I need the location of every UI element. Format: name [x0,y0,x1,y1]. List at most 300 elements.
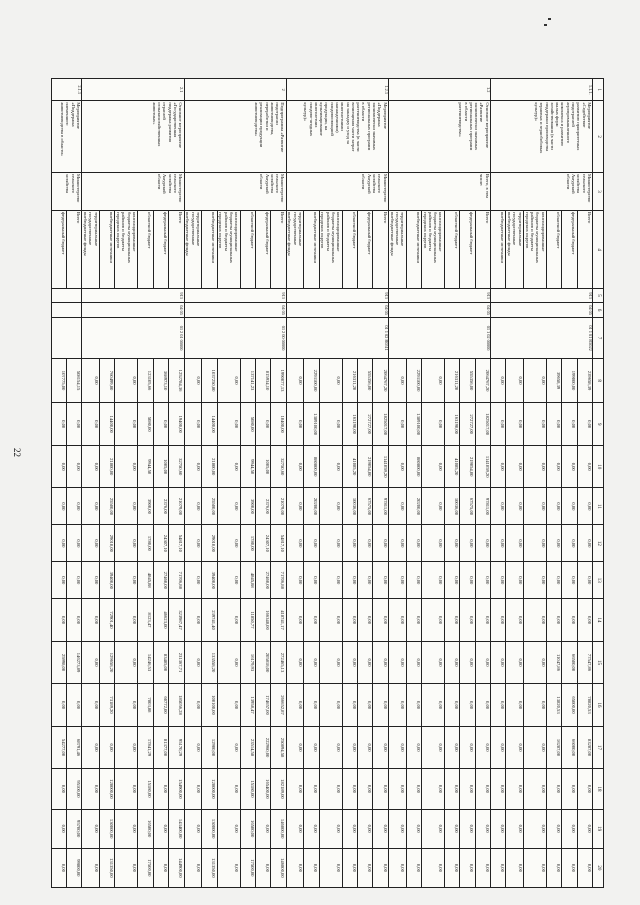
amount-cell: 29010,00 [100,525,115,562]
amount-cell: 0,00 [286,684,304,727]
amount-cell: 0,00 [100,726,115,769]
amount-cell: 0,00 [358,809,373,848]
amount-cell: 0,00 [304,848,319,887]
amount-cell: 2064767,20 [475,358,490,403]
amount-cell: 0,00 [491,562,506,599]
funding-source: федеральный бюджет [255,211,270,289]
grbs-code: 913 [286,289,388,302]
amount-cell: 0,00 [444,562,459,599]
amount-cell: 0,00 [217,769,240,809]
header-cell: 20 [593,848,604,887]
page-number: 22 [12,448,22,457]
amount-cell: 0,00 [115,488,138,525]
amount-cell: 0,00 [491,726,506,769]
amount-cell: 0,00 [184,809,202,848]
amount-cell: 0,00 [319,358,342,403]
amount-cell: 0,00 [153,809,168,848]
amount-cell: 9944,50 [138,445,153,488]
measure-name: Подпрограмма «Развитие подотрасли животноводства, переработки и реализации продукции животноводства» [184,101,286,173]
amount-cell: 555356,00 [460,358,475,403]
amount-cell: 0,00 [358,684,373,727]
amount-cell: 0,00 [373,809,388,848]
table-row [67,79,82,888]
amount-cell: 0,00 [524,403,547,446]
amount-cell: 0,00 [475,848,490,887]
header-cell: 19 [593,809,604,848]
header-cell: 13 [593,562,604,599]
amount-cell: 131350,00 [202,848,217,887]
amount-cell: 16287,00 [547,726,562,769]
amount-cell: 0,00 [115,848,138,887]
amount-cell: 0,00 [184,562,202,599]
amount-cell: 0,00 [115,525,138,562]
amount-cell: 0,00 [547,599,562,642]
amount-cell: 0,00 [373,525,388,562]
amount-cell: 68791,46 [67,726,82,769]
amount-cell: 216311,20 [444,358,459,403]
amount-cell: 0,00 [460,809,475,848]
amount-cell: 0,00 [547,809,562,848]
amount-cell: 0,00 [342,809,357,848]
amount-cell: 19400,00 [169,403,184,446]
amount-cell: 54817,10 [271,525,286,562]
amount-cell: 10400,00 [271,403,286,446]
amount-cell: 72901,40 [100,599,115,642]
target-article-code: 01 1 02 R0511 [286,318,388,358]
amount-cell: 0,00 [460,562,475,599]
amount-cell: 0,00 [491,809,506,848]
amount-cell: 0,00 [388,641,406,684]
amount-cell: 0,00 [524,848,547,887]
amount-cell: 272727,00 [358,403,373,446]
header-cell: 9 [593,403,604,446]
amount-cell: 137141,23 [240,358,255,403]
amount-cell: 0,00 [506,809,524,848]
target-article-code: 01 1 01 R5022 [491,318,593,358]
table-row [577,79,592,888]
amount-cell: 0,00 [491,488,506,525]
amount-cell: 0,00 [562,562,577,599]
amount-cell: 272727,00 [460,403,475,446]
amount-cell: 0,00 [475,562,490,599]
amount-cell: 5080,00 [138,403,153,446]
budget-table [51,78,604,888]
amount-cell: 0,00 [319,599,342,642]
amount-cell: 2064767,20 [373,358,388,403]
amount-cell: 0,00 [506,726,524,769]
amount-cell: 0,00 [406,525,421,562]
amount-cell: 0,00 [388,769,406,809]
amount-cell: 0,00 [406,809,421,848]
amount-cell: 0,00 [373,562,388,599]
amount-cell: 0,00 [115,641,138,684]
funding-source: федеральный бюджет [358,211,373,289]
funding-source: федеральный бюджет [460,211,475,289]
amount-cell: 0,00 [444,684,459,727]
amount-cell: 0,00 [286,769,304,809]
amount-cell: 555356,00 [358,358,373,403]
amount-cell: 0,00 [524,358,547,403]
funding-source: федеральный бюджет [51,211,66,289]
amount-cell: 0,00 [82,562,100,599]
amount-cell: 0,00 [286,848,304,887]
amount-cell: 880800,00 [304,445,319,488]
funding-source: внебюджетные источники [202,211,217,289]
amount-cell: 20200,00 [406,488,421,525]
amount-cell: 0,00 [51,599,66,642]
amount-cell: 0,00 [460,684,475,727]
amount-cell: 0,00 [358,599,373,642]
amount-cell: 0,00 [506,525,524,562]
amount-cell: 1252784,36 [169,358,184,403]
amount-cell: 880800,00 [406,445,421,488]
amount-cell: 1780,00 [240,525,255,562]
amount-cell: 0,00 [342,848,357,887]
amount-cell: 143400,00 [169,809,184,848]
table-row [271,79,286,888]
amount-cell: 760499,80 [100,358,115,403]
grbs-code: 913 [82,289,184,302]
amount-cell: 128000,00 [100,769,115,809]
amount-cell: 0,00 [217,562,240,599]
amount-cell: 0,00 [82,403,100,446]
amount-cell: 0,00 [373,769,388,809]
grbs-code: 913 [388,289,490,302]
row-number: 2 [184,79,286,101]
amount-cell: 24307,10 [153,525,168,562]
grbs-code: 913 [491,289,593,302]
amount-cell: 1037250,80 [202,358,217,403]
amount-cell: 133558,20 [202,641,217,684]
amount-cell: 0,00 [406,726,421,769]
amount-cell: 0,00 [319,726,342,769]
amount-cell: 21079,00 [271,488,286,525]
amount-cell: 0,00 [82,599,100,642]
amount-cell: 0,00 [342,684,357,727]
amount-cell: 0,00 [577,599,592,642]
amount-cell: 67575,00 [460,488,475,525]
amount-cell: 1990077,13 [271,358,286,403]
amount-cell: 1825017,00 [373,403,388,446]
amount-cell: 1005,00 [153,445,168,488]
header-cell: 17 [593,726,604,769]
amount-cell: 3900,00 [240,488,255,525]
amount-cell: 0,00 [286,488,304,525]
amount-cell: 0,00 [406,641,421,684]
amount-cell: 0,00 [184,445,202,488]
amount-cell: 0,00 [304,809,319,848]
amount-cell: 0,00 [342,641,357,684]
amount-cell: 21079,00 [169,488,184,525]
amount-cell: 418741,17 [271,599,286,642]
header-cell: 7 [593,318,604,358]
amount-cell: 0,00 [51,562,66,599]
amount-cell: 0,00 [115,445,138,488]
amount-cell: 14246,53 [138,641,153,684]
amount-cell: 239741,40 [202,599,217,642]
amount-cell: 0,00 [547,445,562,488]
amount-cell: 46623,00 [153,599,168,642]
amount-cell: 0,00 [67,599,82,642]
amount-cell: 0,00 [562,445,577,488]
amount-cell: 216311,20 [342,358,357,403]
amount-cell: 0,00 [67,525,82,562]
amount-cell: 0,00 [67,488,82,525]
amount-cell: 0,00 [506,445,524,488]
amount-cell: 250894,58 [271,726,286,769]
header-cell: 5 [593,289,604,302]
amount-cell: 71706,88 [271,562,286,599]
amount-cell: 0,00 [373,599,388,642]
funding-source: Всего [577,211,592,289]
amount-cell: 0,00 [319,403,342,446]
amount-cell: 0,00 [115,726,138,769]
amount-cell: 25500,00 [100,488,115,525]
amount-cell: 231367,71 [169,641,184,684]
amount-cell: 0,00 [406,769,421,809]
amount-cell: 0,00 [319,769,342,809]
amount-cell: 0,00 [115,684,138,727]
amount-cell: 0,00 [524,809,547,848]
row-number: 1.2 [388,79,490,101]
funding-source: областной бюджет [342,211,357,289]
amount-cell: 39400,00 [202,562,217,599]
amount-cell: 146800,00 [271,848,286,887]
amount-cell: 0,00 [82,445,100,488]
measure-name: Основное мероприятие «Развитие экономически значимых региональных программ в области растениеводства» [388,101,490,173]
executor: Министерство сельского хозяйства Амурской области [491,172,593,210]
header-cell: 18 [593,769,604,809]
amount-cell: 0,00 [577,445,592,488]
amount-cell: 219054,00 [358,445,373,488]
amount-cell: 0,00 [82,848,100,887]
funding-source: территориальные государственные внебюджетные фонды [388,211,406,289]
amount-cell: 0,00 [421,445,444,488]
header-cell: 2 [593,101,604,173]
section-code [51,302,82,318]
amount-cell: 4845,88 [138,562,153,599]
amount-cell: 1780,00 [138,525,153,562]
funding-source: областной бюджет [240,211,255,289]
amount-cell: 0,00 [444,525,459,562]
executor: Министерство сельского хозяйства Амурской области [82,172,184,210]
amount-cell: 174657,00 [255,684,270,727]
amount-cell: 0,00 [304,769,319,809]
amount-cell: 0,00 [577,488,592,525]
amount-cell: 54817,10 [169,525,184,562]
funding-source: Всего [373,211,388,289]
amount-cell: 0,00 [82,358,100,403]
header-cell: 11 [593,488,604,525]
amount-cell: 205818,00 [255,641,270,684]
amount-cell: 0,00 [217,726,240,769]
amount-cell: 0,00 [153,848,168,887]
amount-cell: 0,00 [421,358,444,403]
amount-cell: 0,00 [286,358,304,403]
amount-cell: 0,00 [217,809,240,848]
amount-cell: 0,00 [562,769,577,809]
amount-cell: 0,00 [217,358,240,403]
amount-cell: 0,00 [388,599,406,642]
amount-cell: 0,00 [67,562,82,599]
amount-cell: 97811,00 [373,488,388,525]
amount-cell: 32750,60 [169,445,184,488]
amount-cell: 0,00 [577,809,592,848]
funding-source: консолидированные бюджеты муниципальных районов и бюджеты городских округов [319,211,342,289]
amount-cell: 0,00 [577,403,592,446]
amount-cell: 0,00 [286,403,304,446]
grbs-code: 913 [184,289,286,302]
amount-cell: 0,00 [577,562,592,599]
amount-cell: 0,00 [421,641,444,684]
amount-cell: 23514,58 [240,726,255,769]
scan-mark [548,18,551,20]
amount-cell: 0,00 [388,848,406,887]
amount-cell: 0,00 [358,848,373,887]
amount-cell: 0,00 [373,848,388,887]
amount-cell: 0,00 [524,562,547,599]
amount-cell: 0,00 [217,445,240,488]
amount-cell: 0,00 [184,848,202,887]
funding-source: федеральный бюджет [562,211,577,289]
amount-cell: 14400,00 [100,403,115,446]
amount-cell: 0,00 [444,848,459,887]
amount-cell: 0,00 [577,848,592,887]
amount-cell: 0,00 [491,403,506,446]
amount-cell: 32750,60 [271,445,286,488]
amount-cell: 27460,00 [153,562,168,599]
amount-cell: 60772,00 [153,684,168,727]
amount-cell: 0,00 [388,809,406,848]
funding-source: внебюджетные источники [100,211,115,289]
amount-cell: 67575,00 [358,488,373,525]
amount-cell: 0,00 [547,525,562,562]
amount-cell: 0,00 [184,641,202,684]
amount-cell: 0,00 [304,641,319,684]
header-cell: 4 [593,211,604,289]
table-row [373,79,388,888]
amount-cell: 99800,00 [67,848,82,887]
amount-cell: 0,00 [388,726,406,769]
funding-source: федеральный бюджет [153,211,168,289]
funding-source: территориальные государственные внебюджетные фонды [286,211,304,289]
amount-cell: 0,00 [115,599,138,642]
amount-cell: 508154,15 [67,358,82,403]
amount-cell: 0,00 [491,769,506,809]
amount-cell: 25500,00 [202,488,217,525]
amount-cell: 129658,20 [100,641,115,684]
executor: Министерство сельского хозяйства Амурской области [184,172,286,210]
amount-cell: 0,00 [506,599,524,642]
amount-cell: 0,00 [475,641,490,684]
amount-cell: 0,00 [51,769,66,809]
amount-cell: 11047,86 [547,641,562,684]
amount-cell: 0,00 [115,562,138,599]
header-cell: 14 [593,599,604,642]
funding-source: внебюджетные источники [491,211,506,289]
measure-name: Мероприятие «Поддержка экономически значимых региональных программ в области растениеводства (в части возмещения части затрат на закладку и уход за многолетними насаждениями) плодовоовощной продукции, на культивирование многолетних плодово-ягодных культур)» [286,101,388,173]
amount-cell: 0,00 [373,641,388,684]
amount-cell: 0,00 [475,599,490,642]
amount-cell: 0,00 [524,769,547,809]
amount-cell: 0,00 [153,769,168,809]
amount-cell: 0,00 [184,358,202,403]
amount-cell: 1005,00 [255,445,270,488]
amount-cell: 0,00 [444,726,459,769]
amount-cell: 0,00 [524,684,547,727]
funding-source: областной бюджет [138,211,153,289]
funding-source: территориальные государственные внебюджетные фонды [184,211,202,289]
amount-cell: 0,00 [51,488,66,525]
amount-cell: 1141059,20 [373,445,388,488]
funding-source: территориальные государственные внебюджетные фонды [506,211,524,289]
amount-cell: 130000,00 [202,809,217,848]
amount-cell: 154900,00 [169,769,184,809]
header-cell: 16 [593,684,604,727]
amount-cell: 39658,39 [547,358,562,403]
amount-cell: 0,00 [421,684,444,727]
amount-cell: 0,00 [506,358,524,403]
amount-cell: 0,00 [444,769,459,809]
amount-cell: 0,00 [304,562,319,599]
header-cell: 12 [593,525,604,562]
section-code: 04 05 [184,302,286,318]
amount-cell: 182189,00 [271,769,286,809]
amount-cell: 0,00 [491,599,506,642]
amount-cell: 0,00 [51,848,66,887]
amount-cell: 0,00 [475,525,490,562]
amount-cell: 0,00 [506,848,524,887]
amount-cell: 13958,47 [240,684,255,727]
amount-cell: 0,00 [421,488,444,525]
amount-cell: 0,00 [373,684,388,727]
amount-cell: 0,00 [286,599,304,642]
amount-cell: 0,00 [184,684,202,727]
amount-cell: 368973,10 [153,358,168,403]
amount-cell: 0,00 [491,525,506,562]
amount-cell: 0,00 [304,599,319,642]
amount-cell: 2293100,00 [304,358,319,403]
amount-cell: 0,00 [524,525,547,562]
amount-cell: 0,00 [406,562,421,599]
amount-cell: 0,00 [184,726,202,769]
amount-cell: 0,00 [255,403,270,446]
amount-cell: 0,00 [524,726,547,769]
amount-cell: 0,00 [184,403,202,446]
amount-cell: 54277,00 [51,726,66,769]
amount-cell: 0,00 [319,562,342,599]
amount-cell: 3900,00 [138,488,153,525]
amount-cell: 0,00 [286,562,304,599]
amount-cell: 0,00 [388,562,406,599]
amount-cell: 0,00 [524,445,547,488]
table-row [475,79,490,888]
amount-cell: 16500,00 [138,809,153,848]
funding-source: областной бюджет [547,211,562,289]
amount-cell: 239658,39 [577,358,592,403]
target-article-code [51,318,82,358]
amount-cell: 0,00 [475,809,490,848]
header-cell: 10 [593,445,604,488]
amount-cell: 14400,00 [202,403,217,446]
amount-cell: 0,00 [444,809,459,848]
amount-cell: 146273,89 [67,641,82,684]
amount-cell: 0,00 [388,358,406,403]
amount-cell: 1141059,20 [475,445,490,488]
amount-cell: 0,00 [562,599,577,642]
amount-cell: 95100,00 [67,769,82,809]
funding-source: консолидированные бюджеты муниципальных районов и бюджеты городских округов [524,211,547,289]
